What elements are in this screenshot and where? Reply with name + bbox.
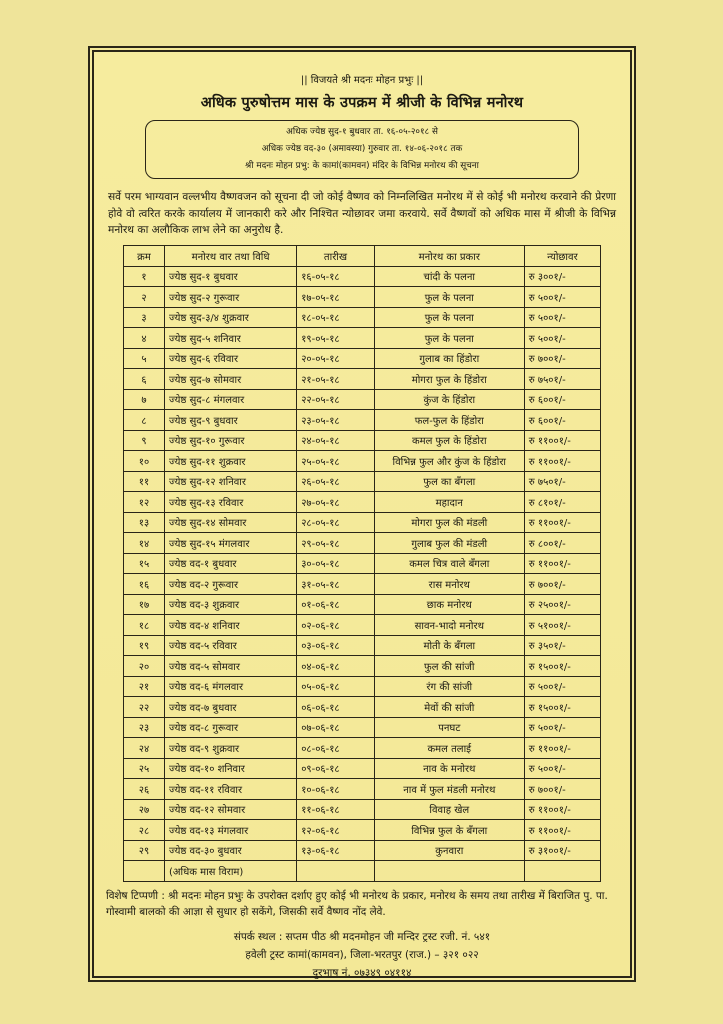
table-row: [124, 779, 601, 800]
date-cell: १२-०६-१८: [297, 820, 375, 841]
serial-cell: १०: [124, 451, 165, 472]
serial-cell: २२: [124, 697, 165, 718]
date-cell: १३-०६-१८: [297, 840, 375, 861]
serial-cell: २३: [124, 717, 165, 738]
date-range-start: अधिक ज्येष्ठ सुद-१ बुधवार ता. १६-०५-२०१८ से: [286, 127, 438, 137]
serial-cell: २७: [124, 799, 165, 820]
type-cell: कमल तलाई: [374, 738, 524, 759]
amount-cell: रु ५००१/-: [524, 717, 600, 738]
date-cell: ०८-०६-१८: [297, 738, 375, 759]
serial-cell: २५: [124, 758, 165, 779]
table-row: [124, 594, 601, 615]
table-row: [124, 738, 601, 759]
date-cell: १८-०५-१८: [297, 307, 375, 328]
serial-cell: १३: [124, 512, 165, 533]
amount-cell: रु ५००१/-: [524, 307, 600, 328]
page-title: अधिक पुरुषोत्तम मास के उपक्रम में श्रीजी के विभिन्न मनोरथ: [200, 95, 524, 111]
serial-cell: ९: [124, 430, 165, 451]
date-cell: ३०-०५-१८: [297, 553, 375, 574]
day-cell: ज्येष्ठ सुद-१० गुरूवार: [164, 430, 296, 451]
amount-cell: रु ११००१/-: [524, 820, 600, 841]
col-header-date: तारीख: [297, 245, 375, 266]
table-row: [124, 287, 601, 308]
amount-cell: रु ८००१/-: [524, 533, 600, 554]
serial-cell: ४: [124, 328, 165, 349]
type-cell: महादान: [374, 492, 524, 513]
day-cell: ज्येष्ठ वद-७ बुधवार: [164, 697, 296, 718]
day-cell: ज्येष्ठ वद-६ मंगलवार: [164, 676, 296, 697]
table-row: [124, 553, 601, 574]
serial-cell: [124, 861, 165, 882]
amount-cell: रु ७००१/-: [524, 574, 600, 595]
day-cell: ज्येष्ठ वद-५ रविवार: [164, 635, 296, 656]
day-cell: ज्येष्ठ वद-३० बुधवार: [164, 840, 296, 861]
table-row: [124, 840, 601, 861]
type-cell: फुल की सांजी: [374, 656, 524, 677]
intro-paragraph: सर्वे परम भाग्यवान वल्लभीय वैष्णवजन को सूचना दी जो कोई वैष्णव को निम्नलिखित मनोरथ में से कोई भी मनोरथ करवाने की प्रेरणा होवे वो त्वरित करके कार्यालय में जानकारी करे और निश्चित न्योछावर जमा करवाये. सर्वे वैष्णवों को अधिक मास में श्रीजी के विभिन्न मनोरथ का अलौकिक लाभ लेने का अनुरोध है.: [108, 191, 616, 236]
date-cell: ०३-०६-१८: [297, 635, 375, 656]
type-cell: विभिन्न फुल और कुंज के हिंडोरा: [374, 451, 524, 472]
table-row: [124, 389, 601, 410]
date-range-end: अधिक ज्येष्ठ वद-३० (अमावस्या) गुरुवार ता. १४-०६-२०१८ तक: [261, 144, 463, 154]
day-cell: ज्येष्ठ सुद-१ बुधवार: [164, 266, 296, 287]
amount-cell: रु ७५०१/-: [524, 471, 600, 492]
amount-cell: रु ११००१/-: [524, 512, 600, 533]
table-row: [124, 758, 601, 779]
type-cell: विवाह खेल: [374, 799, 524, 820]
col-header-type: मनोरथ का प्रकार: [374, 245, 524, 266]
day-cell: ज्येष्ठ सुद-८ मंगलवार: [164, 389, 296, 410]
type-cell: मोती के बँगला: [374, 635, 524, 656]
day-cell: ज्येष्ठ सुद-५ शनिवार: [164, 328, 296, 349]
day-cell: ज्येष्ठ वद-११ रविवार: [164, 779, 296, 800]
type-cell: छाक मनोरथ: [374, 594, 524, 615]
date-cell: ०९-०६-१८: [297, 758, 375, 779]
table-row: [124, 348, 601, 369]
col-header-serial: क्रम: [124, 245, 165, 266]
table-row: [124, 307, 601, 328]
table-row: [124, 615, 601, 636]
date-cell: ११-०६-१८: [297, 799, 375, 820]
invocation-line: || विजयते श्री मदनः मोहन प्रभुः ||: [300, 75, 424, 86]
day-cell: ज्येष्ठ वद-१२ सोमवार: [164, 799, 296, 820]
amount-cell: रु ६००१/-: [524, 389, 600, 410]
type-cell: कमल फुल के हिंडोरा: [374, 430, 524, 451]
amount-cell: रु ११००१/-: [524, 553, 600, 574]
amount-cell: रु ७५०१/-: [524, 369, 600, 390]
table-row: [124, 410, 601, 431]
day-cell: ज्येष्ठ सुद-१४ सोमवार: [164, 512, 296, 533]
contact-phone: दुरभाष नं. ०७३४९ ०४११४: [312, 966, 412, 979]
day-cell: ज्येष्ठ सुद-३/४ शुक्रवार: [164, 307, 296, 328]
serial-cell: १५: [124, 553, 165, 574]
amount-cell: रु १५००१/-: [524, 656, 600, 677]
table-row: [124, 799, 601, 820]
contact-address-2: हवेली ट्रस्ट कामां(कामवन), जिला-भरतपुर (राज.) – ३२१ ०२२: [245, 948, 479, 961]
col-header-amount: न्योछावर: [524, 245, 600, 266]
amount-cell: रु ११००१/-: [524, 451, 600, 472]
special-note: विशेष टिप्पणी : श्री मदनः मोहन प्रभुः के उपरोक्त दर्शाए हुए कोई भी मनोरथ के प्रकार, मनोरथ के समय तथा तारीख में बिराजित पु. पा. गोस्वामी बालको की आज्ञा से सुधार हो सकेंगे, जिसकी सर्वे वैष्णव नोंद लेवे.: [106, 889, 608, 918]
notice-content: [104, 58, 620, 979]
table-row: [124, 676, 601, 697]
type-cell: मोगरा फुल के हिंडोरा: [374, 369, 524, 390]
day-cell: ज्येष्ठ सुद-१५ मंगलवार: [164, 533, 296, 554]
table-row: [124, 471, 601, 492]
contact-block: [104, 928, 620, 982]
serial-cell: १४: [124, 533, 165, 554]
table-row: [124, 512, 601, 533]
type-cell: चांदी के पलना: [374, 266, 524, 287]
table-row: [124, 430, 601, 451]
type-cell: फल-फुल के हिंडोरा: [374, 410, 524, 431]
type-cell: कमल चित्र वाले बँगला: [374, 553, 524, 574]
serial-cell: ७: [124, 389, 165, 410]
type-cell: रंग की सांजी: [374, 676, 524, 697]
date-cell: [297, 861, 375, 882]
table-row: [124, 533, 601, 554]
type-cell: रास मनोरथ: [374, 574, 524, 595]
date-cell: २४-०५-१८: [297, 430, 375, 451]
col-header-day: मनोरथ वार तथा विधि: [164, 245, 296, 266]
serial-cell: १६: [124, 574, 165, 595]
type-cell: मेवों की सांजी: [374, 697, 524, 718]
day-cell: ज्येष्ठ सुद-७ सोमवार: [164, 369, 296, 390]
date-cell: १०-०६-१८: [297, 779, 375, 800]
date-cell: २०-०५-१८: [297, 348, 375, 369]
day-cell: ज्येष्ठ सुद-१३ रविवार: [164, 492, 296, 513]
type-cell: कुनवारा: [374, 840, 524, 861]
date-cell: २७-०५-१८: [297, 492, 375, 513]
serial-cell: १९: [124, 635, 165, 656]
table-row: [124, 492, 601, 513]
table-row: [124, 266, 601, 287]
amount-cell: रु ६००१/-: [524, 410, 600, 431]
table-row: [124, 820, 601, 841]
day-cell: (अधिक मास विराम): [164, 861, 296, 882]
day-cell: ज्येष्ठ वद-३ शुक्रवार: [164, 594, 296, 615]
table-row: [124, 574, 601, 595]
date-cell: ०५-०६-१८: [297, 676, 375, 697]
type-cell: फुल का बँगला: [374, 471, 524, 492]
amount-cell: रु ५००१/-: [524, 287, 600, 308]
type-cell: कुंज के हिंडोरा: [374, 389, 524, 410]
serial-cell: ५: [124, 348, 165, 369]
type-cell: पनघट: [374, 717, 524, 738]
amount-cell: रु ५००१/-: [524, 328, 600, 349]
type-cell: नाव में फुल मंडली मनोरथ: [374, 779, 524, 800]
amount-cell: रु ३१००१/-: [524, 840, 600, 861]
date-cell: ०१-०६-१८: [297, 594, 375, 615]
amount-cell: रु ५००१/-: [524, 758, 600, 779]
amount-cell: रु ११००१/-: [524, 738, 600, 759]
day-cell: ज्येष्ठ वद-१ बुधवार: [164, 553, 296, 574]
serial-cell: २८: [124, 820, 165, 841]
day-cell: ज्येष्ठ सुद-१२ शनिवार: [164, 471, 296, 492]
amount-cell: रु ८१०१/-: [524, 492, 600, 513]
amount-cell: रु ५१००१/-: [524, 615, 600, 636]
table-row: [124, 861, 601, 882]
amount-cell: रु ७००१/-: [524, 779, 600, 800]
amount-cell: [524, 861, 600, 882]
amount-cell: रु ३५०१/-: [524, 635, 600, 656]
day-cell: ज्येष्ठ सुद-६ रविवार: [164, 348, 296, 369]
contact-address-1: संपर्क स्थल : सप्तम पीठ श्री मदनमोहन जी मन्दिर ट्रस्ट रजी. नं. ५४१: [233, 930, 491, 943]
day-cell: ज्येष्ठ सुद-९ बुधवार: [164, 410, 296, 431]
amount-cell: रु २५००१/-: [524, 594, 600, 615]
date-cell: २२-०५-१८: [297, 389, 375, 410]
serial-cell: २६: [124, 779, 165, 800]
date-cell: २९-०५-१८: [297, 533, 375, 554]
amount-cell: रु १५००१/-: [524, 697, 600, 718]
day-cell: ज्येष्ठ वद-९ शुक्रवार: [164, 738, 296, 759]
type-cell: गुलाब फुल की मंडली: [374, 533, 524, 554]
serial-cell: ६: [124, 369, 165, 390]
type-cell: विभिन्न फुल के बँगला: [374, 820, 524, 841]
manorath-schedule-table: [123, 245, 601, 882]
amount-cell: रु ५००१/-: [524, 676, 600, 697]
amount-cell: रु ७००१/-: [524, 348, 600, 369]
serial-cell: ३: [124, 307, 165, 328]
amount-cell: रु ११००१/-: [524, 799, 600, 820]
serial-cell: २०: [124, 656, 165, 677]
notice-sheet: [88, 46, 636, 982]
table-header-row: [124, 245, 601, 266]
day-cell: ज्येष्ठ वद-४ शनिवार: [164, 615, 296, 636]
date-cell: २६-०५-१८: [297, 471, 375, 492]
table-row: [124, 451, 601, 472]
type-cell: [374, 861, 524, 882]
date-cell: २३-०५-१८: [297, 410, 375, 431]
day-cell: ज्येष्ठ सुद-११ शुक्रवार: [164, 451, 296, 472]
date-cell: ०४-०६-१८: [297, 656, 375, 677]
table-row: [124, 656, 601, 677]
serial-cell: २४: [124, 738, 165, 759]
type-cell: फुल के पलना: [374, 328, 524, 349]
table-row: [124, 635, 601, 656]
type-cell: गुलाब का हिंडोरा: [374, 348, 524, 369]
date-cell: १९-०५-१८: [297, 328, 375, 349]
serial-cell: १८: [124, 615, 165, 636]
serial-cell: १७: [124, 594, 165, 615]
table-row: [124, 697, 601, 718]
serial-cell: २: [124, 287, 165, 308]
date-cell: २५-०५-१८: [297, 451, 375, 472]
day-cell: ज्येष्ठ वद-८ गुरूवार: [164, 717, 296, 738]
serial-cell: १: [124, 266, 165, 287]
date-range-box: [145, 120, 579, 179]
date-cell: ०६-०६-१८: [297, 697, 375, 718]
date-cell: २१-०५-१८: [297, 369, 375, 390]
day-cell: ज्येष्ठ वद-१० शनिवार: [164, 758, 296, 779]
serial-cell: २१: [124, 676, 165, 697]
table-row: [124, 369, 601, 390]
serial-cell: १२: [124, 492, 165, 513]
serial-cell: ८: [124, 410, 165, 431]
serial-cell: २९: [124, 840, 165, 861]
day-cell: ज्येष्ठ वद-१३ मंगलवार: [164, 820, 296, 841]
notice-subject: श्री मदनः मोहन प्रभु: के कामां(कामवन) मंदिर के विभिन्न मनोरथ की सूचना: [245, 161, 479, 171]
amount-cell: रु ११००१/-: [524, 430, 600, 451]
type-cell: मोगरा फुल की मंडली: [374, 512, 524, 533]
serial-cell: ११: [124, 471, 165, 492]
day-cell: ज्येष्ठ वद-२ गुरूवार: [164, 574, 296, 595]
day-cell: ज्येष्ठ वद-५ सोमवार: [164, 656, 296, 677]
amount-cell: रु ३००१/-: [524, 266, 600, 287]
table-body: [124, 266, 601, 881]
day-cell: ज्येष्ठ सुद-२ गुरूवार: [164, 287, 296, 308]
type-cell: नाव के मनोरथ: [374, 758, 524, 779]
date-cell: ०२-०६-१८: [297, 615, 375, 636]
date-cell: ३१-०५-१८: [297, 574, 375, 595]
type-cell: फुल के पलना: [374, 287, 524, 308]
date-cell: १६-०५-१८: [297, 266, 375, 287]
date-cell: ०७-०६-१८: [297, 717, 375, 738]
type-cell: सावन-भादो मनोरथ: [374, 615, 524, 636]
table-row: [124, 328, 601, 349]
type-cell: फुल के पलना: [374, 307, 524, 328]
date-cell: १७-०५-१८: [297, 287, 375, 308]
table-row: [124, 717, 601, 738]
date-cell: २८-०५-१८: [297, 512, 375, 533]
